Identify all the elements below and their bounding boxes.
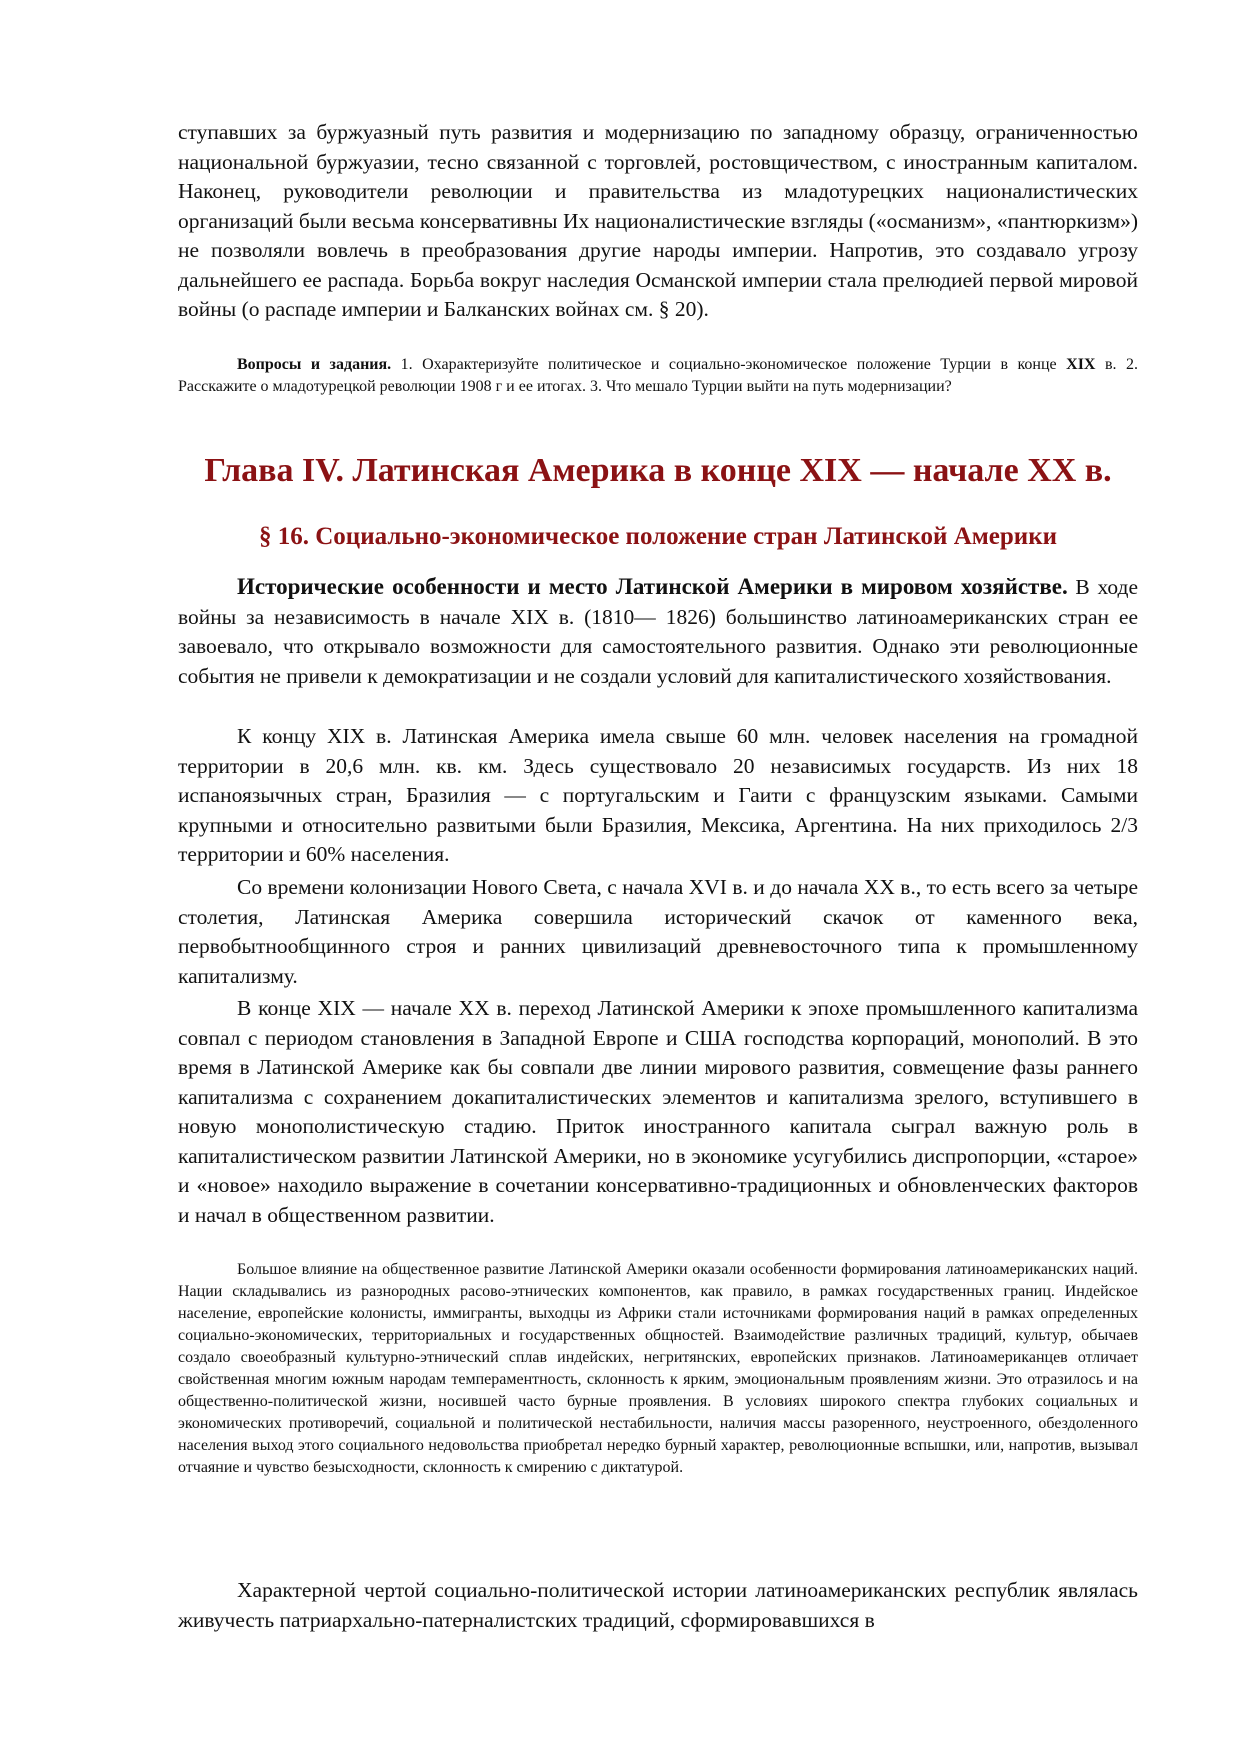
questions-text-2: в. 2. Расскажите о младотурецкой революции 1908 г и ее итогах. 3. Что мешало Турции выйти на путь модернизации?: [178, 356, 1138, 395]
chapter-title: Глава IV. Латинская Америка в конце XIX — начале XX в.: [204, 452, 1112, 489]
paragraph-4: В конце XIX — начале XX в. переход Латинской Америки к эпохе промышленного капитализма совпал с периодом становления в Западной Европе и США господства корпораций, монополий. В это время в Латинской Америке как бы совпали две линии мирового развития, совмещение фазы раннего капитализма с сохранением докапиталистических элементов и капитализма зрелого, вступившего в новую монополистическую стадию. Приток иностранного капитала сыграл важную роль в капиталистическом развитии Латинской Америки, но в экономике усугубились диспропорции, «старое» и «новое» находило выражение в сочетании консервативно-традиционных и обновленческих факторов и начал в общественном развитии.: [178, 996, 1138, 1227]
small-print-paragraph: Большое влияние на общественное развитие Латинской Америки оказали особенности формирования латиноамериканских наций. Нации складывались из разнородных расово-этнических компонентов, как правило, в рамках государственных границ. Индейское население, европейские колонисты, иммигранты, выходцы из Африки стали источниками формирования наций в рамках определенных социально-экономических, территориальных и государственных общностей. Взаимодействие различных традиций, культур, обычаев создало своеобразный культурно-этнический сплав индейских, негритянских, европейских признаков. Латиноамериканцев отличает свойственная многим южным народам темпераментность, склонность к ярким, эмоциональным проявлениям жизни. Это отразилось и на общественно-политической жизни, носившей часто бурные проявления. В условиях широкого спектра глубоких социальных и экономических противоречий, социальной и политической нестабильности, наличия массы разоренного, неустроенного, обездоленного населения выход этого социального недовольства приобретал нередко бурный характер, революционные вспышки, или, напротив, вызывал отчаяние и чувство безысходности, склонность к смирению с диктатурой.: [178, 1261, 1138, 1476]
paragraph-1-text: В ходе войны за независимость в начале XIX в. (1810— 1826) большинство латиноамериканских стран ее завоевало, что открывало возможности для самостоятельного развития. Однако эти революционные события не привели к демократизации и не создали условий для капиталистического хозяйствования.: [178, 575, 1138, 688]
questions-label: Вопросы и задания.: [237, 356, 392, 373]
continuation-paragraph: ступавших за буржуазный путь развития и модернизацию по западному образцу, ограниченностью национальной буржуазии, тесно связанной с торговлей, ростовщичеством, с иностранным капиталом. Наконец, руководители революции и правительства из младотурецких националистических организаций были весьма консервативны Их националистические взгляды («османизм», «пантюркизм») не позволяли вовлечь в преобразования другие народы империи. Напротив, это создавало угрозу дальнейшего ее распада. Борьба вокруг наследия Османской империи стала прелюдией первой мировой войны (о распаде империи и Балканских войнах см. § 20).: [178, 120, 1138, 321]
paragraph-3: Со времени колонизации Нового Света, с начала XVI в. и до начала XX в., то есть всего за четыре столетия, Латинская Америка совершила исторический скачок от каменного века, первобытнообщинного строя и ранних цивилизаций древневосточного типа к промышленному капитализму.: [178, 875, 1138, 988]
questions-block: [178, 354, 1138, 398]
paragraph-2: К концу XIX в. Латинская Америка имела свыше 60 млн. человек населения на громадной территории в 20,6 млн. кв. км. Здесь существовало 20 независимых государств. Из них 18 испаноязычных стран, Бразилия — с португальским и Гаити с французским языками. Самыми крупными и относительно развитыми были Бразилия, Мексика, Аргентина. На них приходилось 2/3 территории и 60% населения.: [178, 724, 1138, 866]
questions-century: XIX: [1066, 356, 1096, 373]
section-title: § 16. Социально-экономическое положение стран Латинской Америки: [258, 523, 1058, 550]
paragraph-1: [178, 572, 1138, 691]
subheading: Исторические особенности и место Латинской Америки в мировом хозяйстве.: [237, 574, 1068, 599]
questions-text-1: 1. Охарактеризуйте политическое и социально-экономическое положение Турции в конце: [391, 356, 1067, 373]
paragraph-5: Характерной чертой социально-политической истории латиноамериканских республик являлась живучесть патриархально-патерналистских традиций, сформировавшихся в: [178, 1578, 1138, 1632]
